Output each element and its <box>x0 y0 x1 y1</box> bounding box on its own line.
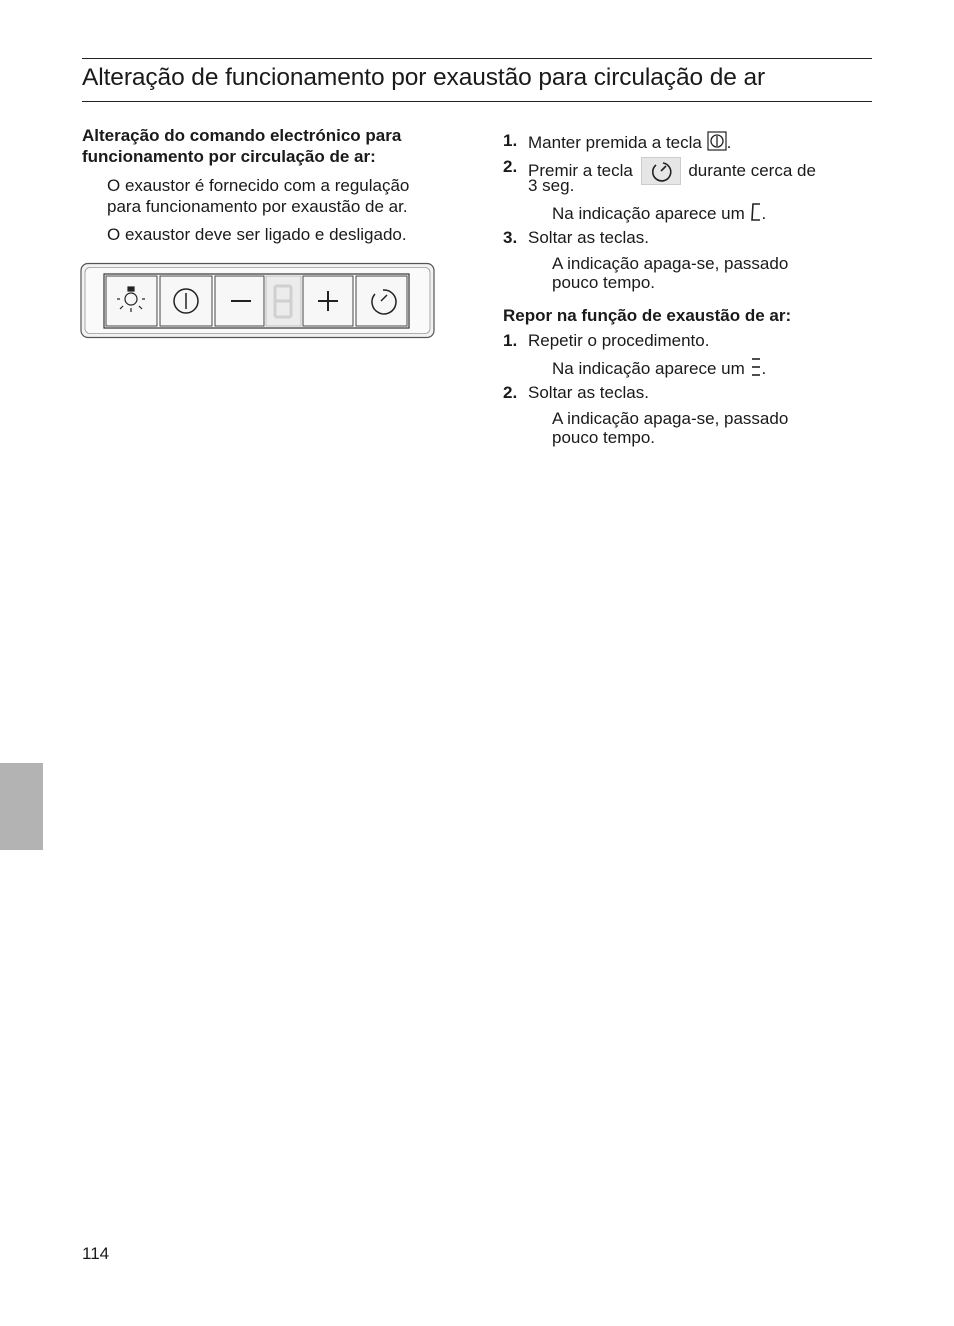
step3-result-line1: A indicação apaga-se, passado <box>552 254 789 273</box>
reset-step1-result-suffix: . <box>761 359 767 378</box>
display-c-symbol-icon <box>750 202 762 222</box>
top-rule <box>82 58 872 59</box>
step1-suffix: . <box>726 133 732 152</box>
reset-step1-result-label: Na indicação aparece um <box>552 359 745 378</box>
step1-label: Manter premida a tecla <box>528 133 702 152</box>
step3-result-line2: pouco tempo. <box>552 273 656 292</box>
control-panel-illustration <box>80 262 435 339</box>
step1-text <box>528 131 731 153</box>
power-button <box>160 276 212 326</box>
minus-button <box>215 276 264 326</box>
step3-number: 3. <box>503 228 518 247</box>
page-title: Alteração de funcionamento por exaustão para circulação de ar <box>82 64 766 91</box>
reset-step1-result <box>552 357 766 379</box>
step2-number: 2. <box>503 157 518 176</box>
left-paragraph1-line1: O exaustor é fornecido com a regulação <box>107 176 410 195</box>
left-heading-line2: funcionamento por circulação de ar: <box>82 147 376 166</box>
timer-key-icon <box>641 157 681 185</box>
light-button <box>106 276 157 326</box>
step3-text: Soltar as teclas. <box>528 228 649 247</box>
reset-step2-number: 2. <box>503 383 518 402</box>
step2-result <box>552 202 766 224</box>
reset-step1-number: 1. <box>503 331 518 350</box>
step2-after: durante cerca de <box>688 161 816 180</box>
left-paragraph2: O exaustor deve ser ligado e desligado. <box>107 225 407 244</box>
reset-step2-text: Soltar as teclas. <box>528 383 649 402</box>
display-bars-symbol-icon <box>750 357 762 377</box>
reset-heading: Repor na função de exaustão de ar: <box>503 306 792 325</box>
step1-number: 1. <box>503 131 518 150</box>
language-side-tab <box>0 763 43 850</box>
reset-step1-text: Repetir o procedimento. <box>528 331 710 350</box>
timer-button <box>356 276 407 326</box>
control-panel-svg <box>80 262 435 339</box>
title-underline <box>82 101 872 102</box>
plus-button <box>303 276 353 326</box>
step2-result-suffix: . <box>761 204 767 223</box>
step2-label: Premir a tecla <box>528 161 633 180</box>
reset-step2-result-line2: pouco tempo. <box>552 428 656 447</box>
display-window <box>266 276 301 326</box>
page-number: 114 <box>82 1244 110 1263</box>
step2-line2: 3 seg. <box>528 176 575 195</box>
left-heading-line1: Alteração do comando electrónico para <box>82 126 402 145</box>
step2-result-label: Na indicação aparece um <box>552 204 745 223</box>
reset-step2-result-line1: A indicação apaga-se, passado <box>552 409 789 428</box>
left-paragraph1-line2: para funcionamento por exaustão de ar. <box>107 197 408 216</box>
power-key-icon <box>707 131 727 151</box>
